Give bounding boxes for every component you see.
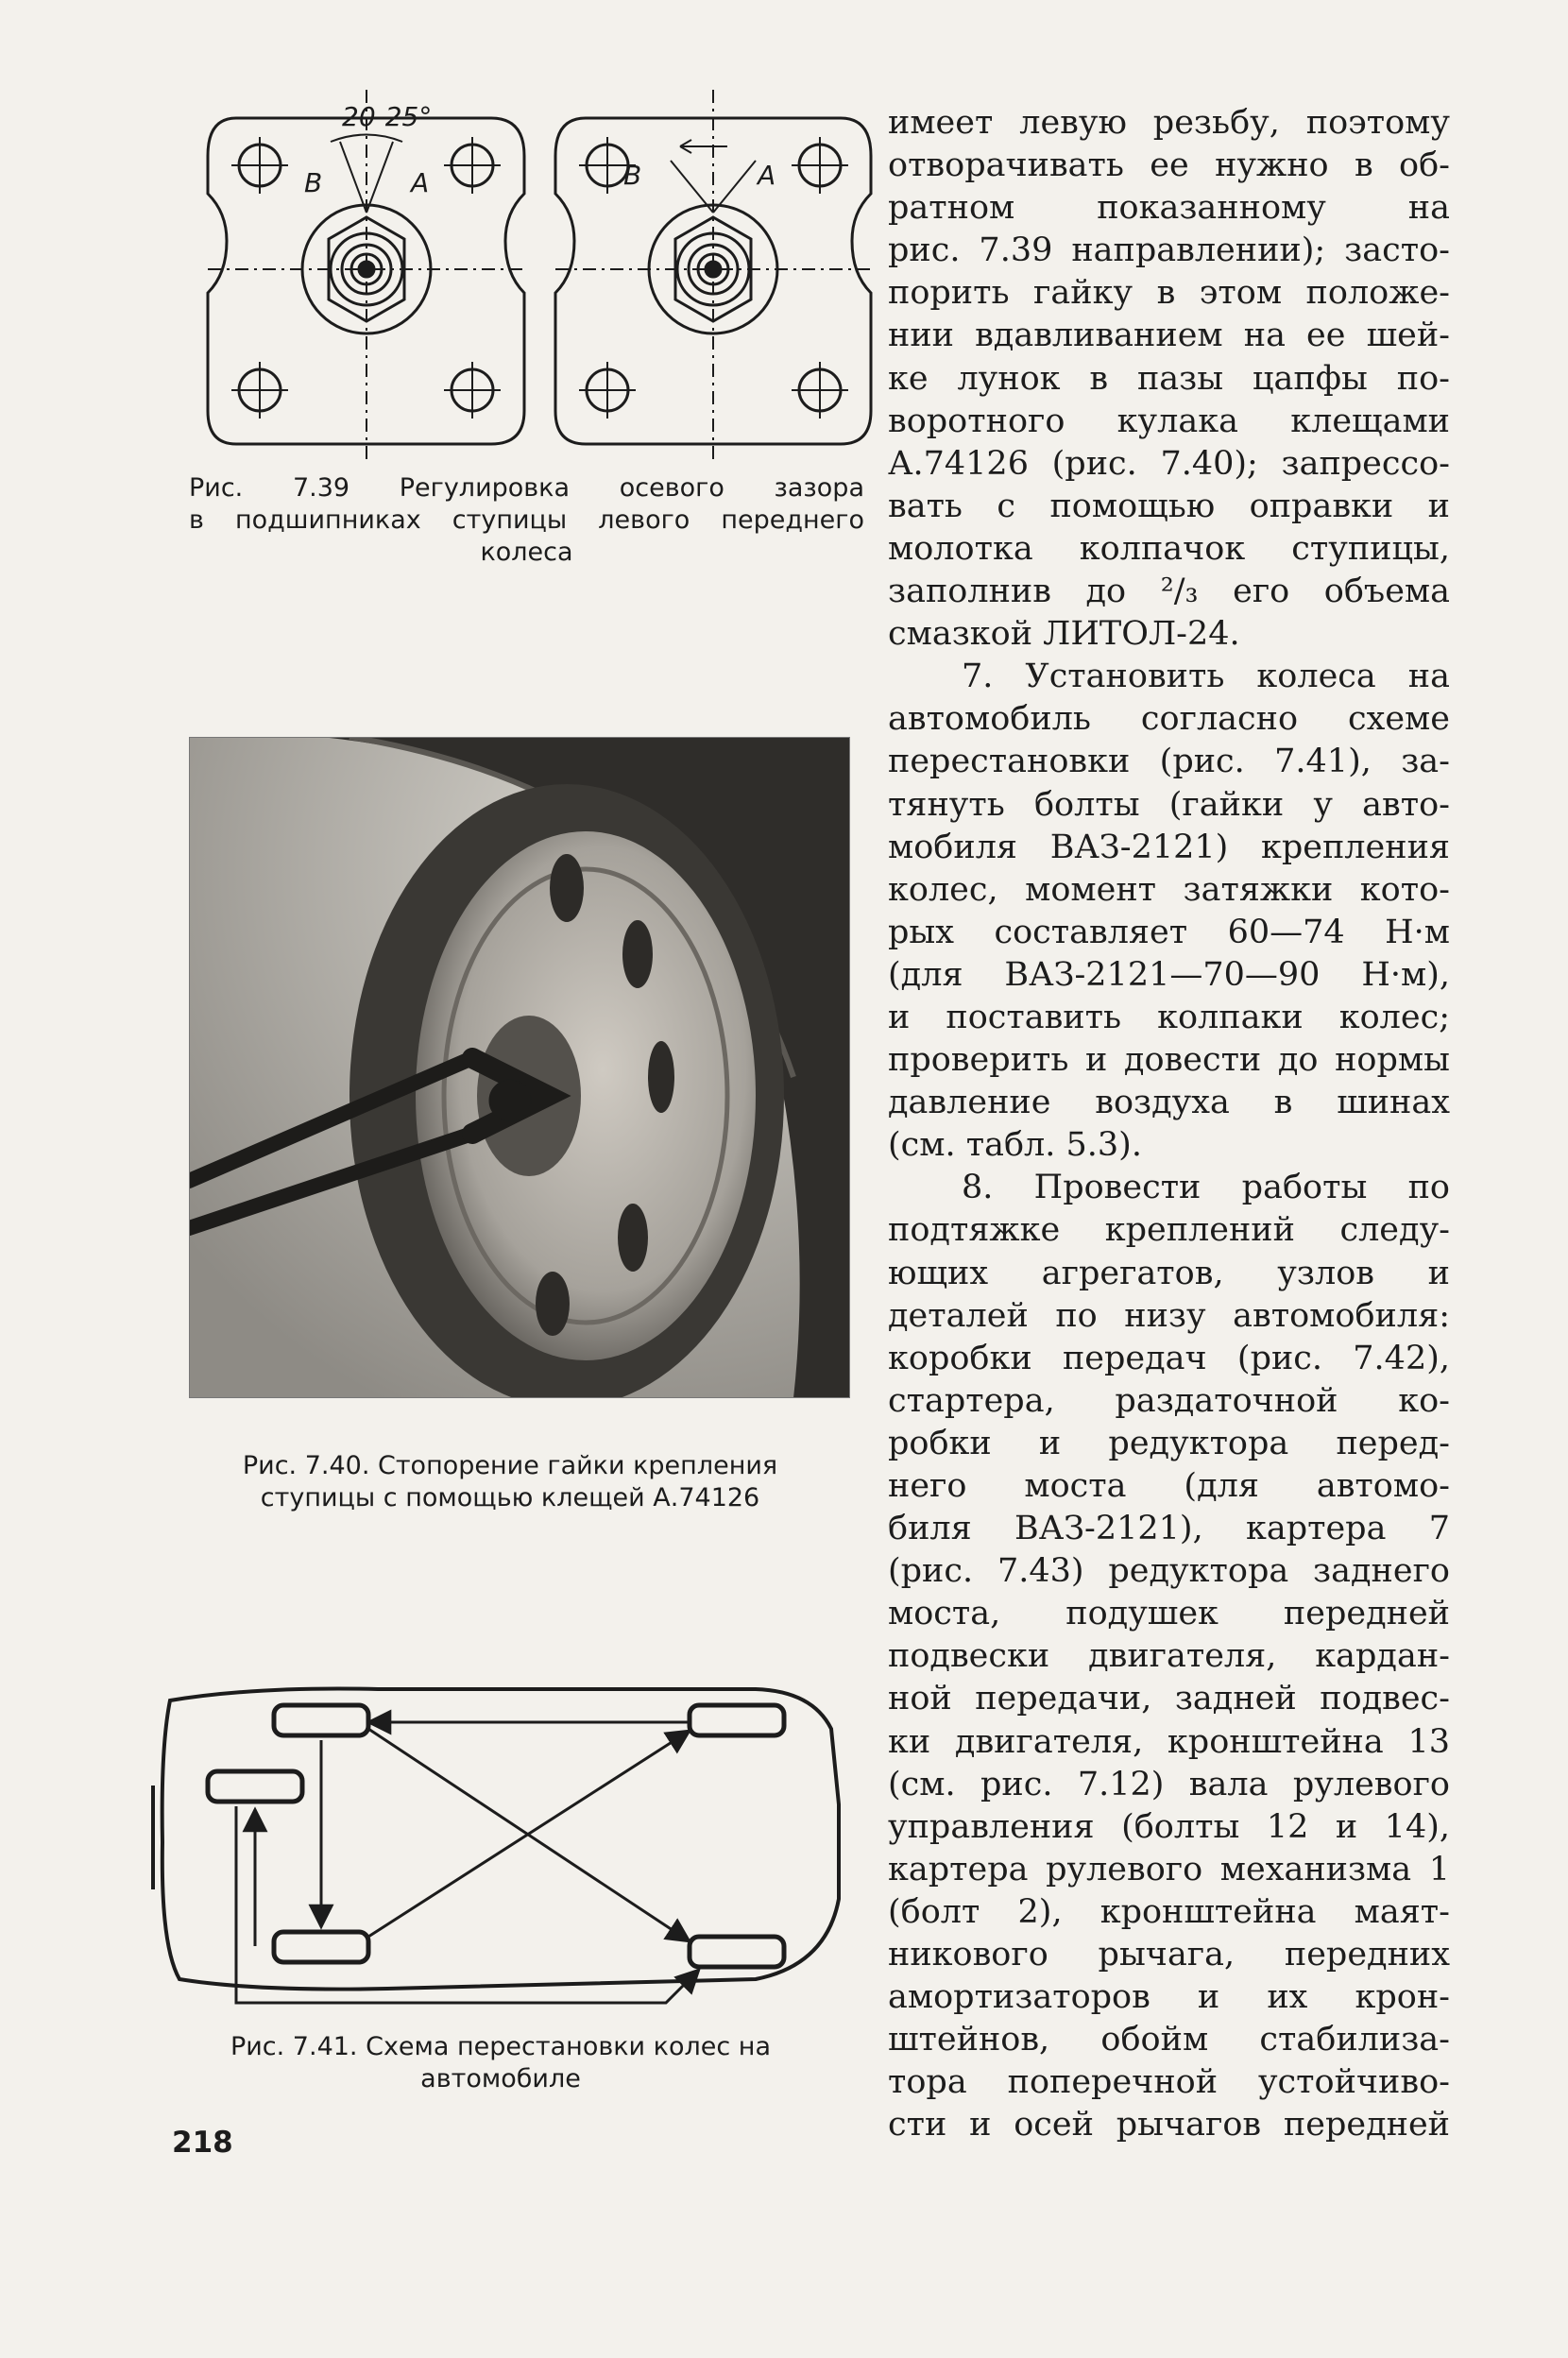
wheel-rear-left (274, 1932, 368, 1962)
caption-line: автомобиле (420, 2064, 581, 2093)
text-line: ратном показанному на (888, 189, 1450, 228)
text-line: молотка колпачок ступицы, (888, 529, 1450, 568)
paragraph-8-start: 8. Провести работы по (962, 1169, 1450, 1207)
paragraph-7-start: 7. Установить колеса на (962, 658, 1450, 696)
text-line: моста, подушек передней (888, 1595, 1450, 1633)
caption-line: ступицы с помощью клещей А.74126 (260, 1483, 760, 1512)
text-line: рис. 7.39 направлении); засто- (888, 231, 1450, 270)
text-line: перестановки (рис. 7.41), за- (888, 743, 1450, 781)
text-line: амортизаторов и их крон- (888, 1978, 1450, 2017)
text-line: никового рычага, передних (888, 1936, 1450, 1974)
wheels (208, 1705, 784, 1967)
wheel-spare (208, 1771, 302, 1802)
text-line: А.74126 (рис. 7.40); запрессо- (888, 444, 1450, 483)
figure-7-39-caption (189, 472, 864, 569)
text-line: (см. рис. 7.12) вала рулевого (888, 1765, 1450, 1803)
text-line: (болт 2), кронштейна маят- (888, 1892, 1450, 1931)
caption-line: Рис. 7.41. Схема перестановки колес на (230, 2032, 772, 2061)
text-line: вать с помощью оправки и (888, 487, 1450, 525)
text-line: сти и осей рычагов передней (888, 2106, 1450, 2144)
figure-7-40-photo (189, 737, 850, 1398)
text-line: нии вдавливанием на ее шей- (888, 316, 1450, 355)
text-line: смазкой ЛИТОЛ-24. (888, 615, 1240, 654)
figure-7-41-wheel-rotation-scheme (142, 1663, 860, 2022)
text-line: (рис. 7.43) редуктора заднего (888, 1552, 1450, 1591)
label-b-left: В (304, 167, 323, 198)
text-line: робки и редуктора перед- (888, 1424, 1450, 1462)
text-line: деталей по низу автомобиля: (888, 1296, 1450, 1335)
caption-line: в подшипниках ступицы левого переднего (189, 505, 864, 535)
caption-line: Рис. 7.39 Регулировка осевого зазора (189, 473, 864, 503)
text-line: (для ВАЗ-2121—70—90 Н·м), (888, 955, 1450, 994)
text-line: тора поперечной устойчиво- (888, 2063, 1450, 2102)
text-line: стартера, раздаточной ко- (888, 1381, 1450, 1420)
text-line: тянуть болты (гайки у авто- (888, 785, 1450, 824)
text-line: картера рулевого механизма 1 (888, 1850, 1450, 1888)
text-line: давление воздуха в шинах (888, 1084, 1450, 1122)
angle-label: 20-25° (342, 101, 433, 132)
text-line: ки двигателя, кронштейна 13 (888, 1722, 1450, 1761)
text-line: управления (болты 12 и 14), (888, 1807, 1450, 1846)
figure-7-41-caption (161, 2031, 841, 2095)
caption-line: колеса (480, 538, 573, 567)
text-line: ной передачи, задней подвес- (888, 1680, 1450, 1718)
wheel-front-right (690, 1705, 784, 1735)
text-line: коробки передач (рис. 7.42), (888, 1339, 1450, 1377)
label-b-right: В (623, 160, 642, 191)
page-number: 218 (172, 2126, 233, 2160)
text-line: воротного кулака клещами (888, 402, 1450, 440)
text-line: штейнов, обойм стабилиза- (888, 2021, 1450, 2059)
text-line: него моста (для автомо- (888, 1467, 1450, 1505)
text-line: порить гайку в этом положе- (888, 274, 1450, 313)
text-line: автомобиль согласно схеме (888, 700, 1450, 739)
text-line: заполнив до ²/₃ его объема (888, 572, 1450, 611)
text-line: имеет левую резьбу, поэтому (888, 104, 1450, 142)
text-line: колес, момент затяжки кото- (888, 870, 1450, 909)
figure-7-40-caption (170, 1450, 850, 1514)
text-line: рых составляет 60—74 Н·м (888, 913, 1450, 951)
text-line: ке лунок в пазы цапфы по- (888, 359, 1450, 398)
text-line: и поставить колпаки колес; (888, 998, 1450, 1036)
text-line: подтяжке креплений следу- (888, 1211, 1450, 1250)
text-line: отворачивать ее нужно в об- (888, 146, 1450, 185)
label-a-right: А (758, 160, 776, 191)
text-line: (см. табл. 5.3). (888, 1126, 1142, 1165)
text-line: ющих агрегатов, узлов и (888, 1254, 1450, 1292)
label-a-left: А (411, 167, 430, 198)
caption-line: Рис. 7.40. Стопорение гайки крепления (242, 1451, 778, 1480)
wheel-rear-right (690, 1937, 784, 1967)
body-text-column (888, 102, 1450, 2147)
text-line: проверить и довести до нормы (888, 1041, 1450, 1080)
wheel-front-left (274, 1705, 368, 1735)
text-line: мобиля ВАЗ-2121) крепления (888, 828, 1450, 866)
text-line: подвески двигателя, кардан- (888, 1637, 1450, 1676)
wheel-disc (416, 831, 756, 1360)
figure-7-39-hub-adjustment (198, 90, 878, 468)
text-line: биля ВАЗ-2121), картера 7 (888, 1510, 1450, 1548)
